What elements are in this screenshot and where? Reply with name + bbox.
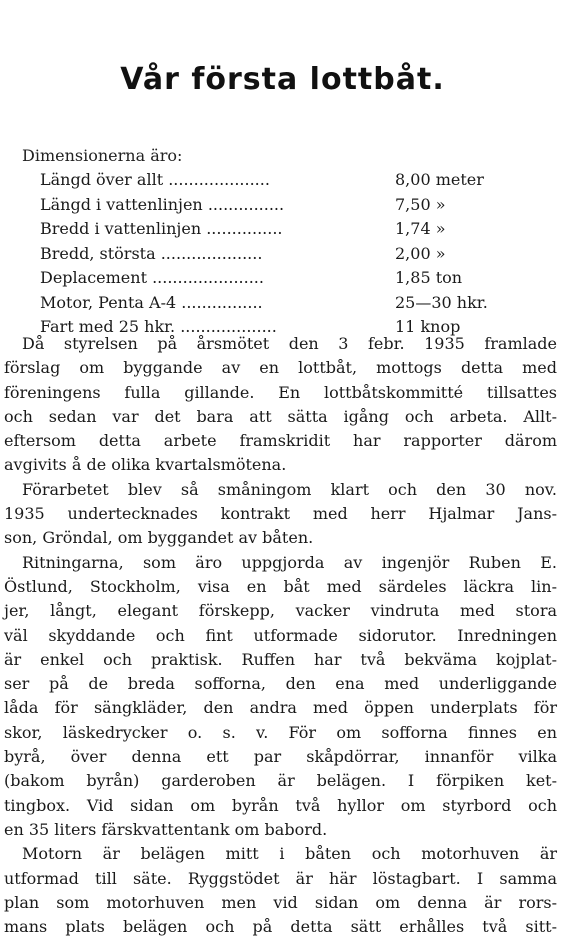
dimension-label: Bredd i vattenlinjen ............... bbox=[40, 219, 283, 238]
text-line: avgivits å de olika kvartalsmötena. bbox=[4, 455, 287, 475]
dimension-value: 8,00 meter bbox=[395, 170, 484, 189]
dimension-row bbox=[40, 242, 510, 267]
text-line: förslag om byggande av en lottbåt, mottogs detta med bbox=[4, 358, 557, 378]
text-line: Då styrelsen på årsmötet den 3 febr. 1935 framlade bbox=[22, 334, 557, 353]
dimension-label: Längd i vattenlinjen ............... bbox=[40, 194, 285, 214]
text-line: låda för sängkläder, den andra med öppen underplats för bbox=[4, 698, 557, 718]
page-title: Vår första lottbåt. bbox=[120, 62, 445, 97]
dimension-row bbox=[40, 193, 510, 218]
dimensions-list bbox=[40, 168, 510, 340]
text-line: är enkel och praktisk. Ruffen har två bekväma kojplat- bbox=[4, 649, 557, 669]
text-line: 1935 undertecknades kontrakt med herr Hjalmar Jans- bbox=[4, 504, 557, 524]
text-line: Motorn är belägen mitt i båten och motorhuven är bbox=[22, 844, 557, 864]
dimension-row bbox=[40, 291, 510, 316]
text-line: eftersom detta arbete framskridit har rapporter därom bbox=[4, 431, 557, 451]
text-line: son, Gröndal, om byggandet av båten. bbox=[4, 528, 314, 548]
dimension-row bbox=[40, 266, 510, 291]
text-line: Ritningarna, som äro uppgjorda av ingenjör Ruben E. bbox=[22, 552, 557, 572]
dimension-value: 2,00 » bbox=[395, 243, 446, 263]
dimension-value: 11 knop bbox=[395, 317, 461, 336]
dimension-value: 1,85 ton bbox=[395, 268, 463, 287]
dimension-row bbox=[40, 168, 510, 193]
text-line: tingbox. Vid sidan om byrån två hyllor om styrbord och bbox=[4, 795, 557, 815]
text-line: jer, långt, elegant förskepp, vacker vindruta med stora bbox=[4, 601, 557, 621]
text-line: väl skyddande och fint utformade sidorutor. Inredningen bbox=[4, 625, 557, 645]
dimension-label: Längd över allt .................... bbox=[40, 170, 270, 189]
dimension-value: 25—30 hkr. bbox=[395, 292, 488, 312]
text-line: Förarbetet blev så småningom klart och den 30 nov. bbox=[22, 479, 557, 499]
dimension-row bbox=[40, 217, 510, 242]
text-line: en 35 liters färskvattentank om babord. bbox=[4, 819, 328, 839]
text-line: föreningens fulla gillande. En lottbåtskommitté tillsattes bbox=[4, 382, 557, 402]
text-line: och sedan var det bara att sätta igång och arbeta. Allt- bbox=[4, 406, 557, 426]
text-line: ser på de breda sofforna, den ena med underliggande bbox=[4, 674, 557, 694]
article-body bbox=[0, 332, 565, 939]
dimension-value: 7,50 » bbox=[395, 194, 446, 214]
dimension-value: 1,74 » bbox=[395, 219, 446, 238]
dimension-label: Deplacement ...................... bbox=[40, 268, 264, 287]
text-line: byrå, över denna ett par skåpdörrar, innanför vilka bbox=[4, 747, 557, 767]
dimension-label: Fart med 25 hkr. ................... bbox=[40, 317, 277, 336]
text-line: (bakom byrån) garderoben är belägen. I förpiken ket- bbox=[4, 771, 557, 791]
text-line: Östlund, Stockholm, visa en båt med särdeles läckra lin- bbox=[4, 576, 557, 596]
dimensions-intro: Dimensionerna äro: bbox=[22, 146, 183, 165]
text-line: mans plats belägen och på detta sätt erhålles två sitt- bbox=[4, 917, 557, 937]
dimension-label: Motor, Penta A-4 ................ bbox=[40, 292, 263, 312]
text-line: plan som motorhuven men vid sidan om denna är rors- bbox=[4, 892, 557, 912]
dimension-label: Bredd, största .................... bbox=[40, 243, 263, 263]
text-line: skor, läskedrycker o. s. v. För om sofforna finnes en bbox=[4, 722, 557, 742]
text-line: utformad till säte. Ryggstödet är här löstagbart. I samma bbox=[4, 868, 557, 888]
